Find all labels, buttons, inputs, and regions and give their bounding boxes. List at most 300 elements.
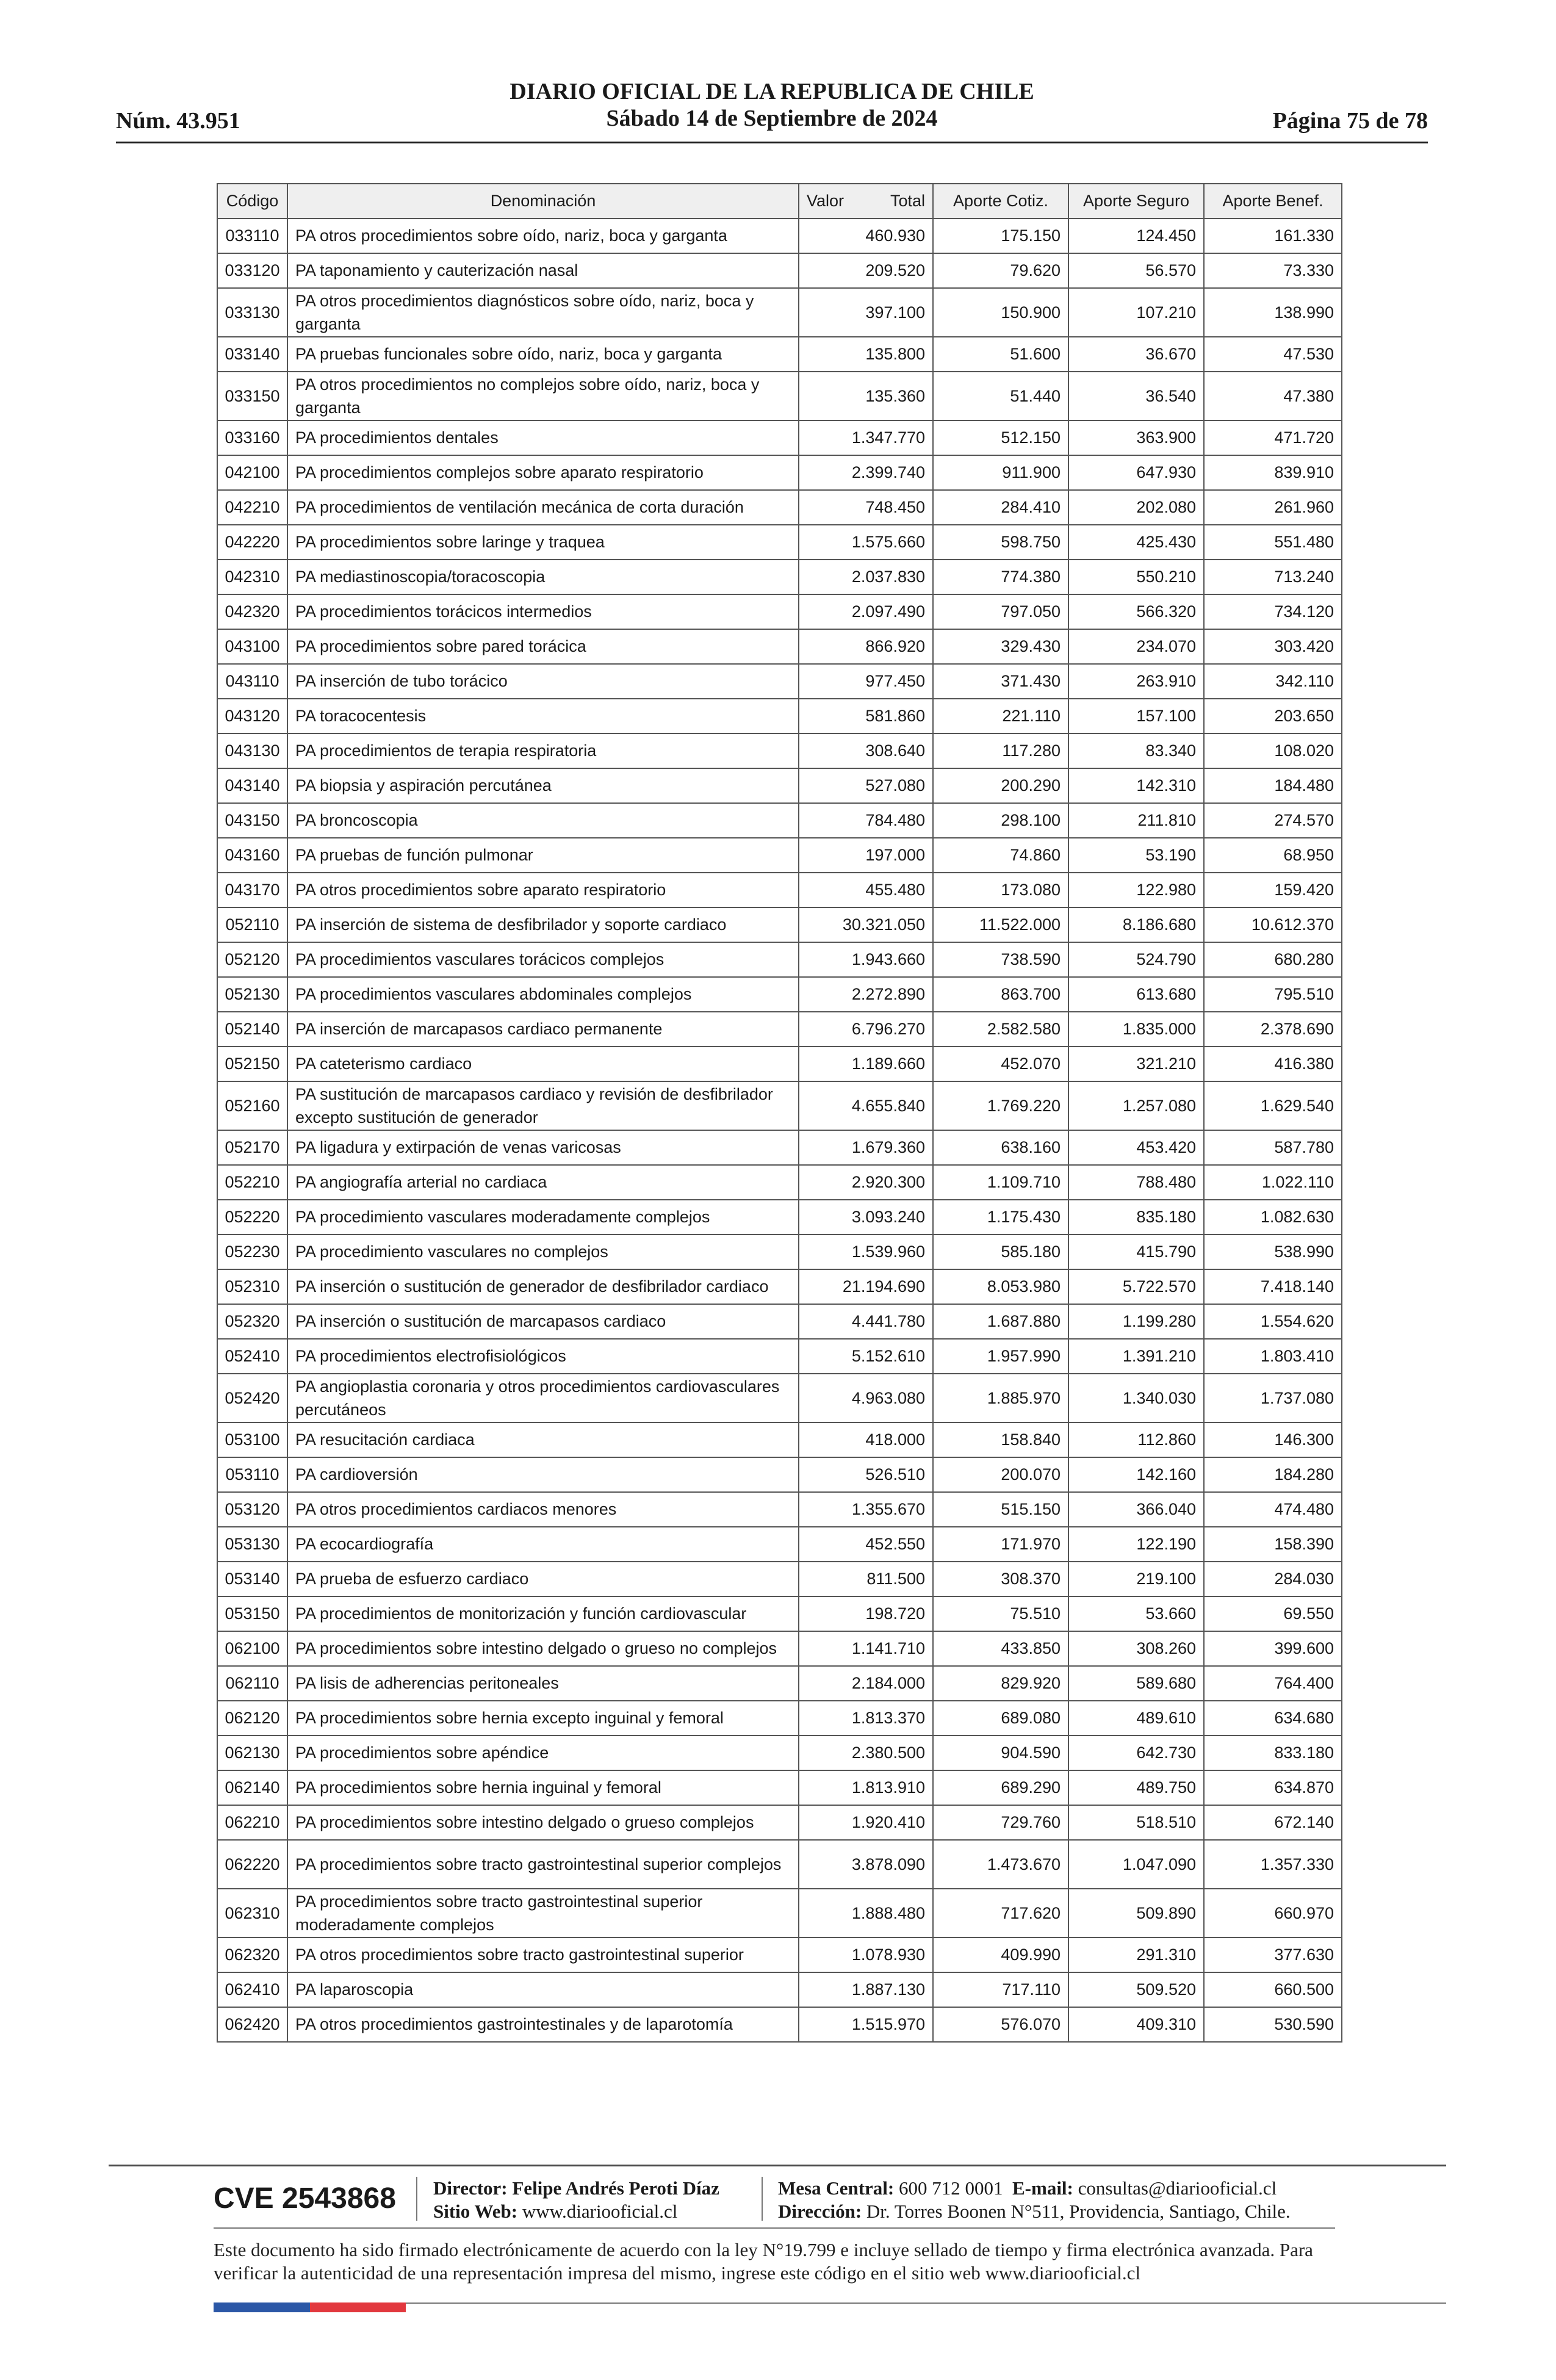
- cell-aporte-seguro: 415.790: [1068, 1235, 1204, 1269]
- cell-code: 043170: [217, 873, 287, 907]
- cell-code: 043160: [217, 838, 287, 873]
- cell-aporte-seguro: 788.480: [1068, 1165, 1204, 1200]
- cell-aporte-benef: 146.300: [1204, 1423, 1342, 1457]
- cell-name: PA procedimientos sobre apéndice: [287, 1736, 799, 1770]
- table-row: [217, 838, 1342, 873]
- director-label: Director:: [433, 2177, 508, 2199]
- cell-total: 197.000: [799, 838, 933, 873]
- table-row: [217, 455, 1342, 490]
- address-value: Dr. Torres Boonen N°511, Providencia, Santiago, Chile.: [866, 2201, 1291, 2222]
- cell-total: 1.888.480: [799, 1889, 933, 1938]
- cell-code: 062320: [217, 1938, 287, 1972]
- cell-aporte-cotiz: 409.990: [933, 1938, 1068, 1972]
- cell-aporte-cotiz: 904.590: [933, 1736, 1068, 1770]
- cell-aporte-cotiz: 911.900: [933, 455, 1068, 490]
- cell-code: 042320: [217, 594, 287, 629]
- cell-total: 5.152.610: [799, 1339, 933, 1374]
- cell-total: 581.860: [799, 699, 933, 734]
- footer-separator: [762, 2177, 763, 2221]
- cell-aporte-cotiz: 2.582.580: [933, 1012, 1068, 1047]
- cell-name: PA taponamiento y cauterización nasal: [287, 253, 799, 288]
- cell-aporte-seguro: 263.910: [1068, 664, 1204, 699]
- footer-separator: [416, 2177, 417, 2221]
- cell-name: PA sustitución de marcapasos cardiaco y revisión de desfibrilador excepto sustitución de generador: [287, 1081, 799, 1130]
- cell-name: PA inserción de tubo torácico: [287, 664, 799, 699]
- cell-name: PA toracocentesis: [287, 699, 799, 734]
- phone-label: Mesa Central:: [778, 2177, 895, 2199]
- table-row: [217, 768, 1342, 803]
- cell-aporte-cotiz: 863.700: [933, 977, 1068, 1012]
- cell-name: PA procedimientos sobre hernia excepto inguinal y femoral: [287, 1701, 799, 1736]
- cell-aporte-benef: 839.910: [1204, 455, 1342, 490]
- cell-aporte-benef: 634.870: [1204, 1770, 1342, 1805]
- cell-total: 1.920.410: [799, 1805, 933, 1840]
- column-header-name: Denominación: [287, 184, 799, 218]
- cell-aporte-cotiz: 51.600: [933, 337, 1068, 372]
- cell-code: 052220: [217, 1200, 287, 1235]
- cell-name: PA procedimientos sobre intestino delgado o grueso no complejos: [287, 1631, 799, 1666]
- website-line: [433, 2200, 719, 2223]
- cell-aporte-cotiz: 8.053.980: [933, 1269, 1068, 1304]
- cell-aporte-benef: 833.180: [1204, 1736, 1342, 1770]
- cell-aporte-benef: 764.400: [1204, 1666, 1342, 1701]
- cell-total: 452.550: [799, 1527, 933, 1562]
- cell-aporte-cotiz: 433.850: [933, 1631, 1068, 1666]
- cell-aporte-cotiz: 150.900: [933, 288, 1068, 337]
- cell-name: PA ecocardiografía: [287, 1527, 799, 1562]
- footer-divider: [109, 2165, 1446, 2166]
- cell-aporte-benef: 399.600: [1204, 1631, 1342, 1666]
- cell-name: PA pruebas de función pulmonar: [287, 838, 799, 873]
- cell-aporte-seguro: 53.660: [1068, 1596, 1204, 1631]
- cell-total: 1.078.930: [799, 1938, 933, 1972]
- website-label: Sitio Web:: [433, 2201, 518, 2222]
- cell-name: PA procedimiento vasculares moderadamente complejos: [287, 1200, 799, 1235]
- cell-total: 135.800: [799, 337, 933, 372]
- cell-code: 042220: [217, 525, 287, 560]
- cell-total: 4.963.080: [799, 1374, 933, 1423]
- cell-aporte-benef: 184.480: [1204, 768, 1342, 803]
- cell-aporte-seguro: 1.047.090: [1068, 1840, 1204, 1889]
- cell-code: 042100: [217, 455, 287, 490]
- cell-total: 1.887.130: [799, 1972, 933, 2007]
- cell-aporte-benef: 1.629.540: [1204, 1081, 1342, 1130]
- cell-total: 455.480: [799, 873, 933, 907]
- cell-aporte-benef: 284.030: [1204, 1562, 1342, 1596]
- cell-aporte-seguro: 5.722.570: [1068, 1269, 1204, 1304]
- cell-aporte-cotiz: 221.110: [933, 699, 1068, 734]
- address-label: Dirección:: [778, 2201, 862, 2222]
- cell-aporte-cotiz: 175.150: [933, 218, 1068, 253]
- cell-aporte-seguro: 36.670: [1068, 337, 1204, 372]
- cell-name: PA cateterismo cardiaco: [287, 1047, 799, 1081]
- cell-aporte-seguro: 36.540: [1068, 372, 1204, 420]
- cell-name: PA lisis de adherencias peritoneales: [287, 1666, 799, 1701]
- table-row: [217, 1562, 1342, 1596]
- cell-aporte-cotiz: 284.410: [933, 490, 1068, 525]
- table-row: [217, 1047, 1342, 1081]
- cell-aporte-seguro: 142.310: [1068, 768, 1204, 803]
- cell-total: 526.510: [799, 1457, 933, 1492]
- cell-aporte-cotiz: 689.080: [933, 1701, 1068, 1736]
- table-row: [217, 1304, 1342, 1339]
- issue-number: Núm. 43.951: [116, 108, 240, 134]
- cell-aporte-benef: 377.630: [1204, 1938, 1342, 1972]
- cell-aporte-benef: 474.480: [1204, 1492, 1342, 1527]
- cell-aporte-seguro: 122.980: [1068, 873, 1204, 907]
- director-name: Felipe Andrés Peroti Díaz: [512, 2177, 719, 2199]
- table-row: [217, 1840, 1342, 1889]
- cell-aporte-cotiz: 797.050: [933, 594, 1068, 629]
- table-row: [217, 664, 1342, 699]
- table-row: [217, 803, 1342, 838]
- cell-aporte-seguro: 489.750: [1068, 1770, 1204, 1805]
- cell-aporte-seguro: 112.860: [1068, 1423, 1204, 1457]
- cell-aporte-benef: 161.330: [1204, 218, 1342, 253]
- table-row: [217, 1770, 1342, 1805]
- cell-aporte-benef: 530.590: [1204, 2007, 1342, 2042]
- cell-name: PA procedimientos de terapia respiratoria: [287, 734, 799, 768]
- cell-aporte-seguro: 211.810: [1068, 803, 1204, 838]
- cell-aporte-benef: 538.990: [1204, 1235, 1342, 1269]
- cell-total: 748.450: [799, 490, 933, 525]
- table-row: [217, 1527, 1342, 1562]
- contact-line: [778, 2177, 1291, 2200]
- cell-code: 052150: [217, 1047, 287, 1081]
- cell-aporte-seguro: 366.040: [1068, 1492, 1204, 1527]
- cell-aporte-seguro: 409.310: [1068, 2007, 1204, 2042]
- cell-aporte-benef: 660.970: [1204, 1889, 1342, 1938]
- flag-bar-blue: [214, 2302, 310, 2312]
- cell-name: PA otros procedimientos cardiacos menores: [287, 1492, 799, 1527]
- cell-name: PA resucitación cardiaca: [287, 1423, 799, 1457]
- table-row: [217, 525, 1342, 560]
- table-row: [217, 560, 1342, 594]
- cell-aporte-seguro: 509.520: [1068, 1972, 1204, 2007]
- cell-aporte-cotiz: 515.150: [933, 1492, 1068, 1527]
- cell-name: PA inserción de marcapasos cardiaco permanente: [287, 1012, 799, 1047]
- table-row: [217, 1235, 1342, 1269]
- cell-aporte-benef: 713.240: [1204, 560, 1342, 594]
- cell-aporte-seguro: 56.570: [1068, 253, 1204, 288]
- cell-aporte-seguro: 425.430: [1068, 525, 1204, 560]
- cell-total: 135.360: [799, 372, 933, 420]
- cell-name: PA procedimientos sobre tracto gastrointestinal superior complejos: [287, 1840, 799, 1889]
- footer-contact-block: [778, 2177, 1291, 2223]
- column-header-total-total: Total: [890, 192, 925, 210]
- cell-aporte-seguro: 202.080: [1068, 490, 1204, 525]
- column-header-seguro: Aporte Seguro: [1068, 184, 1204, 218]
- cell-code: 052210: [217, 1165, 287, 1200]
- cell-aporte-benef: 158.390: [1204, 1527, 1342, 1562]
- cell-total: 1.141.710: [799, 1631, 933, 1666]
- column-header-code: Código: [217, 184, 287, 218]
- cell-total: 30.321.050: [799, 907, 933, 942]
- cell-aporte-seguro: 1.835.000: [1068, 1012, 1204, 1047]
- table-row: [217, 699, 1342, 734]
- cell-name: PA otros procedimientos sobre tracto gastrointestinal superior: [287, 1938, 799, 1972]
- table-row: [217, 1889, 1342, 1938]
- table-row: [217, 1081, 1342, 1130]
- cell-name: PA biopsia y aspiración percutánea: [287, 768, 799, 803]
- cell-aporte-benef: 551.480: [1204, 525, 1342, 560]
- website-link[interactable]: www.diariooficial.cl: [522, 2201, 678, 2222]
- cell-aporte-cotiz: 158.840: [933, 1423, 1068, 1457]
- cell-total: 6.796.270: [799, 1012, 933, 1047]
- cell-name: PA inserción o sustitución de generador de desfibrilador cardiaco: [287, 1269, 799, 1304]
- cell-name: PA mediastinoscopia/toracoscopia: [287, 560, 799, 594]
- cell-aporte-cotiz: 308.370: [933, 1562, 1068, 1596]
- table-row: [217, 218, 1342, 253]
- table-row: [217, 1374, 1342, 1423]
- cell-name: PA procedimientos sobre hernia inguinal y femoral: [287, 1770, 799, 1805]
- cell-aporte-benef: 672.140: [1204, 1805, 1342, 1840]
- cell-code: 052420: [217, 1374, 287, 1423]
- table-row: [217, 1457, 1342, 1492]
- email-link[interactable]: consultas@diariooficial.cl: [1078, 2177, 1277, 2199]
- cell-aporte-cotiz: 689.290: [933, 1770, 1068, 1805]
- cell-aporte-cotiz: 171.970: [933, 1527, 1068, 1562]
- cell-aporte-seguro: 642.730: [1068, 1736, 1204, 1770]
- cell-code: 062120: [217, 1701, 287, 1736]
- cell-aporte-cotiz: 729.760: [933, 1805, 1068, 1840]
- cell-aporte-seguro: 647.930: [1068, 455, 1204, 490]
- cell-aporte-cotiz: 200.290: [933, 768, 1068, 803]
- cell-code: 052310: [217, 1269, 287, 1304]
- column-header-total-valor: Valor: [807, 192, 845, 210]
- cell-total: 1.679.360: [799, 1130, 933, 1165]
- cell-aporte-benef: 1.022.110: [1204, 1165, 1342, 1200]
- cell-aporte-seguro: 308.260: [1068, 1631, 1204, 1666]
- table-row: [217, 2007, 1342, 2042]
- cell-name: PA otros procedimientos no complejos sobre oído, nariz, boca y garganta: [287, 372, 799, 420]
- flag-bar-red: [310, 2302, 406, 2312]
- cell-total: 1.355.670: [799, 1492, 933, 1527]
- cell-code: 052170: [217, 1130, 287, 1165]
- cell-code: 053150: [217, 1596, 287, 1631]
- publication-date: Sábado 14 de Septiembre de 2024: [606, 106, 938, 131]
- cell-code: 062140: [217, 1770, 287, 1805]
- cell-code: 052130: [217, 977, 287, 1012]
- cell-aporte-benef: 634.680: [1204, 1701, 1342, 1736]
- header-center: [116, 78, 1428, 132]
- cell-total: 397.100: [799, 288, 933, 337]
- cell-name: PA angioplastia coronaria y otros procedimientos cardiovasculares percutáneos: [287, 1374, 799, 1423]
- page-number: Página 75 de 78: [1272, 108, 1428, 134]
- cell-aporte-seguro: 234.070: [1068, 629, 1204, 664]
- table-row: [217, 734, 1342, 768]
- cell-aporte-cotiz: 1.473.670: [933, 1840, 1068, 1889]
- cell-aporte-cotiz: 638.160: [933, 1130, 1068, 1165]
- cell-aporte-cotiz: 598.750: [933, 525, 1068, 560]
- director-line: [433, 2177, 719, 2200]
- cell-total: 1.943.660: [799, 942, 933, 977]
- cell-code: 033150: [217, 372, 287, 420]
- cell-code: 033140: [217, 337, 287, 372]
- cell-name: PA inserción de sistema de desfibrilador y soporte cardiaco: [287, 907, 799, 942]
- cell-aporte-seguro: 509.890: [1068, 1889, 1204, 1938]
- cell-code: 062210: [217, 1805, 287, 1840]
- cell-code: 053130: [217, 1527, 287, 1562]
- cell-aporte-seguro: 566.320: [1068, 594, 1204, 629]
- footer-divider-secondary: [214, 2227, 1335, 2229]
- cell-aporte-benef: 73.330: [1204, 253, 1342, 288]
- cell-aporte-cotiz: 79.620: [933, 253, 1068, 288]
- cell-aporte-seguro: 489.610: [1068, 1701, 1204, 1736]
- cell-total: 1.347.770: [799, 420, 933, 455]
- table-row: [217, 337, 1342, 372]
- cell-name: PA procedimientos sobre pared torácica: [287, 629, 799, 664]
- cell-total: 866.920: [799, 629, 933, 664]
- table-row: [217, 1165, 1342, 1200]
- cell-name: PA otros procedimientos diagnósticos sobre oído, nariz, boca y garganta: [287, 288, 799, 337]
- cell-aporte-benef: 108.020: [1204, 734, 1342, 768]
- publication-title: DIARIO OFICIAL DE LA REPUBLICA DE CHILE: [510, 79, 1034, 104]
- cell-aporte-cotiz: 298.100: [933, 803, 1068, 838]
- cell-total: 1.515.970: [799, 2007, 933, 2042]
- cell-code: 062130: [217, 1736, 287, 1770]
- table-row: [217, 288, 1342, 337]
- cell-total: 4.441.780: [799, 1304, 933, 1339]
- cell-total: 2.399.740: [799, 455, 933, 490]
- table-row: [217, 942, 1342, 977]
- cell-code: 043120: [217, 699, 287, 734]
- phone-value: 600 712 0001: [899, 2177, 1003, 2199]
- cell-name: PA procedimientos sobre intestino delgado o grueso complejos: [287, 1805, 799, 1840]
- cell-name: PA procedimientos vasculares abdominales complejos: [287, 977, 799, 1012]
- table-row: [217, 907, 1342, 942]
- cell-name: PA procedimientos vasculares torácicos complejos: [287, 942, 799, 977]
- cell-total: 1.813.370: [799, 1701, 933, 1736]
- cell-name: PA otros procedimientos sobre aparato respiratorio: [287, 873, 799, 907]
- table-row: [217, 1631, 1342, 1666]
- cell-code: 043130: [217, 734, 287, 768]
- cell-name: PA inserción o sustitución de marcapasos cardiaco: [287, 1304, 799, 1339]
- cell-aporte-benef: 2.378.690: [1204, 1012, 1342, 1047]
- cell-code: 043100: [217, 629, 287, 664]
- cell-aporte-seguro: 291.310: [1068, 1938, 1204, 1972]
- cell-total: 2.097.490: [799, 594, 933, 629]
- table-row: [217, 253, 1342, 288]
- table-row: [217, 1269, 1342, 1304]
- table-row: [217, 372, 1342, 420]
- table-row: [217, 1596, 1342, 1631]
- cell-aporte-seguro: 835.180: [1068, 1200, 1204, 1235]
- cell-total: 1.189.660: [799, 1047, 933, 1081]
- cell-code: 042210: [217, 490, 287, 525]
- page-header: [116, 78, 1428, 139]
- cell-code: 062410: [217, 1972, 287, 2007]
- cell-aporte-cotiz: 717.110: [933, 1972, 1068, 2007]
- cell-code: 062310: [217, 1889, 287, 1938]
- cell-code: 053110: [217, 1457, 287, 1492]
- cell-name: PA angiografía arterial no cardiaca: [287, 1165, 799, 1200]
- table-row: [217, 490, 1342, 525]
- cell-aporte-cotiz: 173.080: [933, 873, 1068, 907]
- cell-aporte-benef: 274.570: [1204, 803, 1342, 838]
- cell-aporte-cotiz: 1.957.990: [933, 1339, 1068, 1374]
- cell-total: 4.655.840: [799, 1081, 933, 1130]
- cell-name: PA otros procedimientos sobre oído, nariz, boca y garganta: [287, 218, 799, 253]
- cell-code: 033120: [217, 253, 287, 288]
- cell-aporte-benef: 795.510: [1204, 977, 1342, 1012]
- cell-total: 3.093.240: [799, 1200, 933, 1235]
- cell-aporte-benef: 1.554.620: [1204, 1304, 1342, 1339]
- cell-aporte-cotiz: 452.070: [933, 1047, 1068, 1081]
- cell-aporte-cotiz: 11.522.000: [933, 907, 1068, 942]
- table-body: [217, 218, 1342, 2042]
- cell-total: 977.450: [799, 664, 933, 699]
- cell-code: 052110: [217, 907, 287, 942]
- cell-name: PA procedimiento vasculares no complejos: [287, 1235, 799, 1269]
- cell-aporte-seguro: 53.190: [1068, 838, 1204, 873]
- cell-aporte-benef: 303.420: [1204, 629, 1342, 664]
- cell-aporte-cotiz: 512.150: [933, 420, 1068, 455]
- cell-total: 2.272.890: [799, 977, 933, 1012]
- table-row: [217, 1200, 1342, 1235]
- cell-total: 2.920.300: [799, 1165, 933, 1200]
- cell-aporte-seguro: 321.210: [1068, 1047, 1204, 1081]
- email-label: E-mail:: [1012, 2177, 1073, 2199]
- cell-name: PA laparoscopia: [287, 1972, 799, 2007]
- cell-name: PA procedimientos sobre laringe y traquea: [287, 525, 799, 560]
- cell-aporte-benef: 660.500: [1204, 1972, 1342, 2007]
- cell-total: 2.037.830: [799, 560, 933, 594]
- cell-aporte-cotiz: 1.109.710: [933, 1165, 1068, 1200]
- cell-code: 043110: [217, 664, 287, 699]
- cell-code: 062220: [217, 1840, 287, 1889]
- cell-aporte-benef: 203.650: [1204, 699, 1342, 734]
- cell-name: PA procedimientos de ventilación mecánica de corta duración: [287, 490, 799, 525]
- cell-aporte-seguro: 613.680: [1068, 977, 1204, 1012]
- cell-aporte-cotiz: 117.280: [933, 734, 1068, 768]
- cell-aporte-benef: 680.280: [1204, 942, 1342, 977]
- cell-aporte-cotiz: 51.440: [933, 372, 1068, 420]
- cell-aporte-seguro: 589.680: [1068, 1666, 1204, 1701]
- cell-aporte-benef: 7.418.140: [1204, 1269, 1342, 1304]
- table-row: [217, 873, 1342, 907]
- cell-aporte-cotiz: 576.070: [933, 2007, 1068, 2042]
- cell-aporte-seguro: 142.160: [1068, 1457, 1204, 1492]
- cell-aporte-cotiz: 738.590: [933, 942, 1068, 977]
- cell-total: 1.575.660: [799, 525, 933, 560]
- footer-director-block: [433, 2177, 719, 2223]
- table-header-row: [217, 184, 1342, 218]
- cell-aporte-cotiz: 200.070: [933, 1457, 1068, 1492]
- cell-total: 418.000: [799, 1423, 933, 1457]
- cell-aporte-cotiz: 585.180: [933, 1235, 1068, 1269]
- cell-code: 043150: [217, 803, 287, 838]
- cell-aporte-seguro: 524.790: [1068, 942, 1204, 977]
- cell-name: PA procedimientos complejos sobre aparato respiratorio: [287, 455, 799, 490]
- cell-aporte-cotiz: 1.175.430: [933, 1200, 1068, 1235]
- cell-code: 053100: [217, 1423, 287, 1457]
- cell-code: 033160: [217, 420, 287, 455]
- cell-name: PA procedimientos electrofisiológicos: [287, 1339, 799, 1374]
- cell-aporte-cotiz: 1.687.880: [933, 1304, 1068, 1339]
- cell-aporte-seguro: 363.900: [1068, 420, 1204, 455]
- cell-aporte-benef: 69.550: [1204, 1596, 1342, 1631]
- cell-total: 784.480: [799, 803, 933, 838]
- header-divider: [116, 142, 1428, 143]
- column-header-benef: Aporte Benef.: [1204, 184, 1342, 218]
- cell-total: 1.813.910: [799, 1770, 933, 1805]
- cell-total: 198.720: [799, 1596, 933, 1631]
- cell-aporte-cotiz: 371.430: [933, 664, 1068, 699]
- cell-total: 2.184.000: [799, 1666, 933, 1701]
- cell-name: PA ligadura y extirpación de venas varicosas: [287, 1130, 799, 1165]
- table-row: [217, 1492, 1342, 1527]
